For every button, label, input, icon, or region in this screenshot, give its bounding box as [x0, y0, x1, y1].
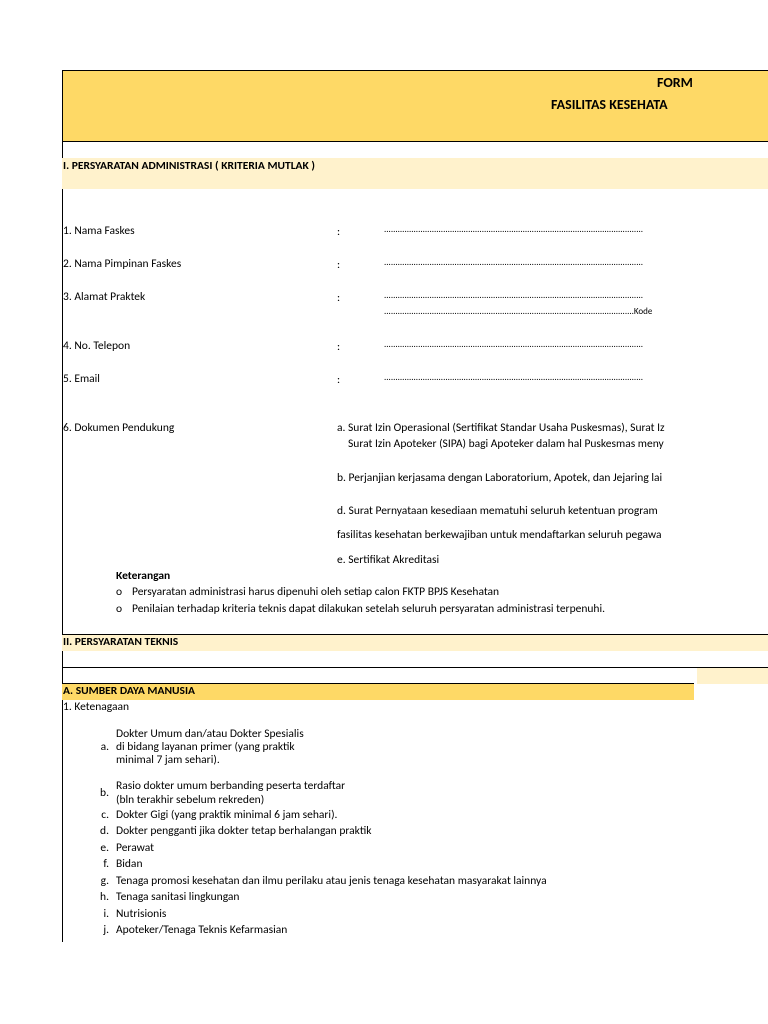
- item-text: Perawat: [116, 841, 154, 855]
- item-letter: c.: [101, 808, 109, 822]
- item-letter: f.: [103, 857, 109, 871]
- item-text: minimal 7 jam sehari).: [116, 753, 220, 767]
- dokumen-item: b. Perjanjian kerjasama dengan Laboratorium, Apotek, dan Jejaring lai: [337, 471, 663, 485]
- field-colon: :: [337, 225, 341, 239]
- item-text: Nutrisionis: [116, 907, 167, 921]
- item-letter: h.: [100, 890, 109, 904]
- section2-gap-band: [697, 668, 768, 684]
- dokumen-item: Surat Izin Apoteker (SIPA) bagi Apoteker dalam hal Puskesmas meny: [348, 437, 664, 451]
- field-colon: :: [337, 340, 341, 354]
- item-letter: a.: [100, 740, 109, 754]
- item-text: Apoteker/Tenaga Teknis Kefarmasian: [116, 923, 288, 937]
- form-title-line2: FASILITAS KESEHATA: [551, 96, 668, 113]
- item-text: (bln terakhir sebelum rekreden): [116, 793, 265, 807]
- field-value-alamat[interactable]: ..................................................................................................................: [384, 290, 644, 301]
- field-label-alamat: 3. Alamat Praktek: [63, 290, 146, 304]
- field-value-nama-faskes[interactable]: ..................................................................................................................: [384, 224, 644, 235]
- item-text: Tenaga promosi kesehatan dan ilmu perilaku atau jenis tenaga kesehatan masyarakat lainnya: [116, 874, 547, 888]
- item-text: Dokter pengganti jika dokter tetap berhalangan praktik: [116, 824, 372, 838]
- field-colon: :: [337, 291, 341, 305]
- field-value-email[interactable]: ..................................................................................................................: [384, 372, 644, 383]
- item-letter: b.: [100, 786, 109, 800]
- keterangan-item: Persyaratan administrasi harus dipenuhi oleh setiap calon FKTP BPJS Kesehatan: [132, 585, 500, 599]
- item-letter: i.: [103, 907, 109, 921]
- subsection-a-heading: A. SUMBER DAYA MANUSIA: [63, 684, 195, 698]
- dokumen-label: 6. Dokumen Pendukung: [63, 421, 175, 435]
- item-text: Rasio dokter umum berbanding peserta terdaftar: [116, 779, 346, 793]
- section1-heading: I. PERSYARATAN ADMINISTRASI ( KRITERIA MUTLAK ): [63, 159, 316, 173]
- item-text: Bidan: [116, 857, 143, 871]
- section2-gap-rule: [62, 667, 768, 668]
- item-letter: e.: [100, 841, 109, 855]
- item-text: di bidang layanan primer (yang praktik: [116, 740, 295, 754]
- field-value-telepon[interactable]: ..................................................................................................................: [384, 339, 644, 350]
- ketenagaan-group: 1. Ketenagaan: [63, 700, 130, 714]
- item-text: Dokter Umum dan/atau Dokter Spesialis: [116, 727, 304, 741]
- section2-heading: II. PERSYARATAN TEKNIS: [63, 635, 179, 649]
- bullet-icon: o: [116, 602, 123, 616]
- item-text: Dokter Gigi (yang praktik minimal 6 jam sehari).: [116, 808, 338, 822]
- item-letter: g.: [100, 874, 109, 888]
- dokumen-item: d. Surat Pernyataan kesediaan mematuhi seluruh ketentuan program: [337, 504, 658, 518]
- dokumen-item: a. Surat Izin Operasional (Sertifikat Standar Usaha Puskesmas), Surat Iz: [337, 421, 665, 435]
- item-letter: d.: [100, 824, 109, 838]
- dokumen-item: e. Sertifikat Akreditasi: [337, 553, 440, 567]
- field-colon: :: [337, 258, 341, 272]
- keterangan-item: Penilaian terhadap kriteria teknis dapat dilakukan setelah seluruh persyaratan administrasi terpenuhi.: [132, 602, 605, 616]
- dokumen-item: fasilitas kesehatan berkewajiban untuk mendaftarkan seluruh pegawa: [337, 528, 662, 542]
- item-text: Tenaga sanitasi lingkungan: [116, 890, 240, 904]
- field-label-telepon: 4. No. Telepon: [63, 339, 131, 353]
- form-title-line1: FORM: [657, 74, 693, 91]
- field-label-nama-faskes: 1. Nama Faskes: [63, 224, 135, 238]
- item-letter: j.: [103, 923, 109, 937]
- field-label-email: 5. Email: [63, 372, 100, 386]
- field-value-alamat-kode[interactable]: ..............................................................................................................Kode: [384, 306, 653, 317]
- field-colon: :: [337, 373, 341, 387]
- keterangan-title: Keterangan: [116, 569, 171, 583]
- bullet-icon: o: [116, 585, 123, 599]
- field-label-nama-pimpinan: 2. Nama Pimpinan Faskes: [63, 257, 182, 271]
- field-value-nama-pimpinan[interactable]: ..................................................................................................................: [384, 257, 644, 268]
